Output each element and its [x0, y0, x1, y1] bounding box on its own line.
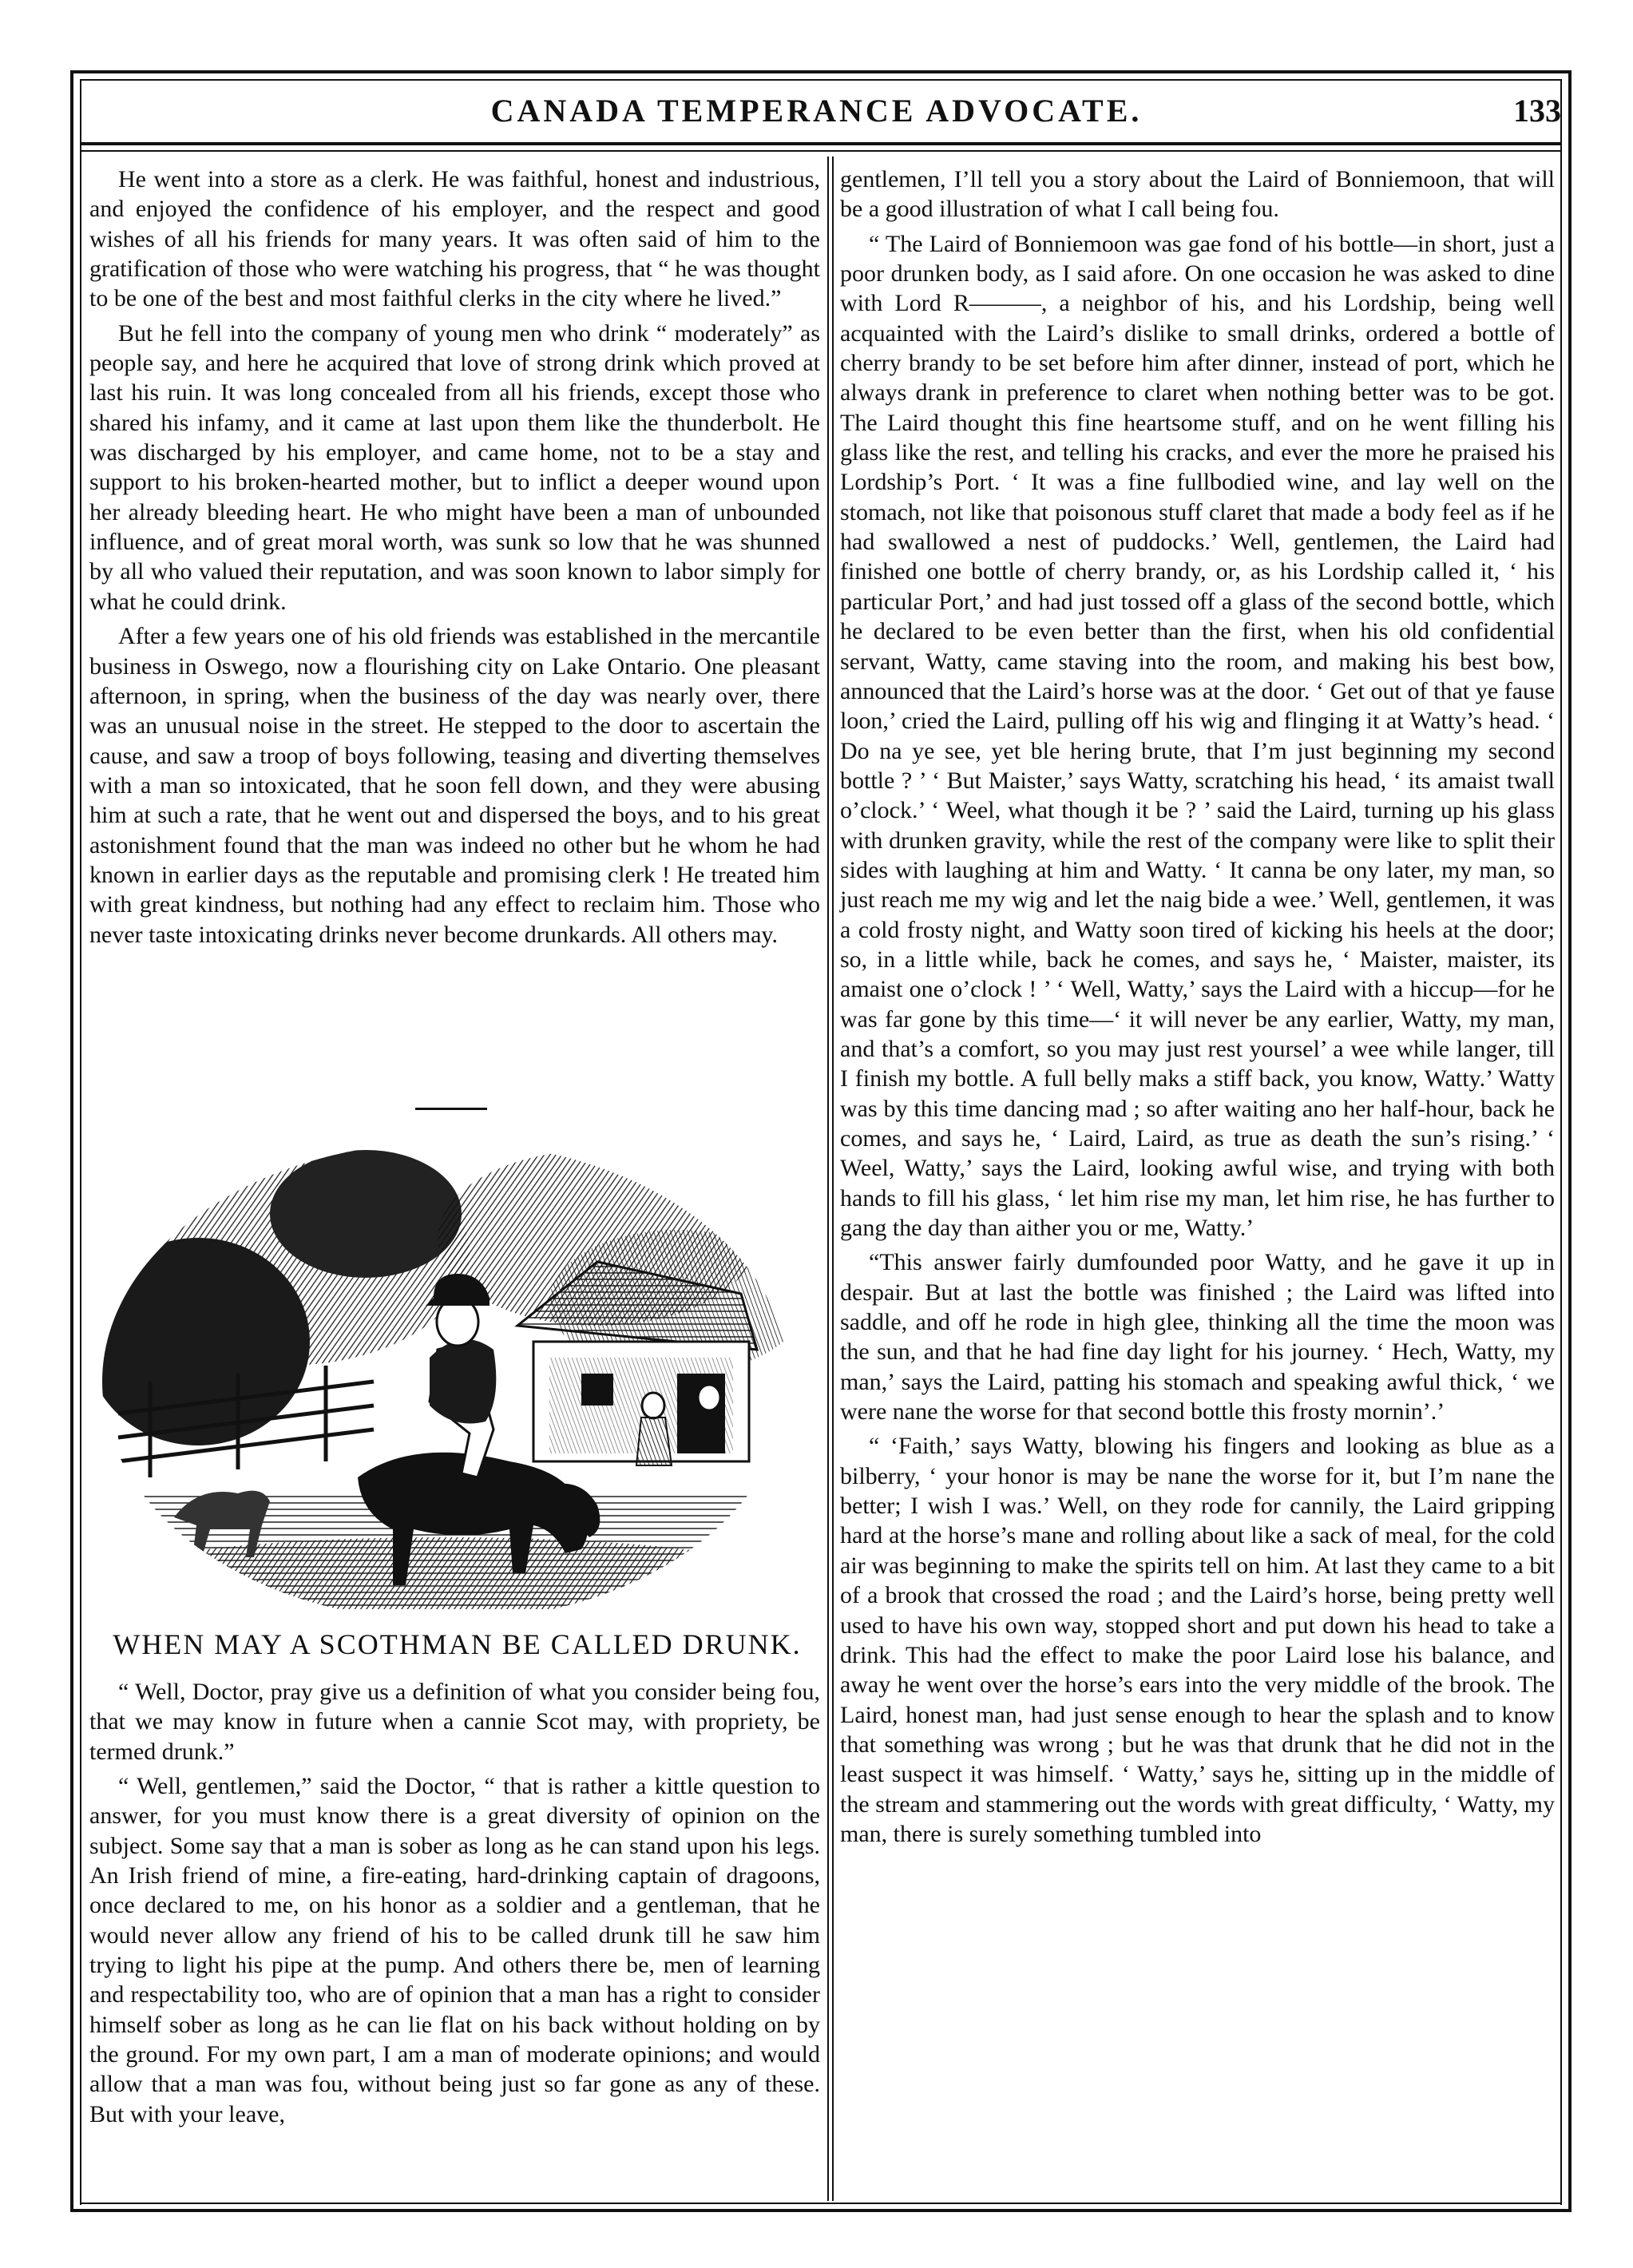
border-right-inner [1560, 79, 1562, 2205]
running-head: CANADA TEMPERANCE ADVOCATE. [490, 93, 1143, 129]
border-left-inner [80, 79, 81, 2205]
separator-rule [415, 1108, 487, 1110]
paragraph: “ The Laird of Bonniemoon was gae fond of his bottle—in short, just a poor drunken body, as I said afore. On one occasion he was asked to dine with Lord R———, a neighbor of his, and his Lordship, being well acquainted with the Laird’s dislike to small drinks, ordered a bottle of cherry brandy to be set before him after dinner, instead of port, which he always drank in preference to claret when nothing better was to be got. The Laird thought this fine heartsome stuff, and on he went filling his glass like the rest, and telling his cracks, and ever the more he praised his Lordship’s Port. ‘ It was a fine fullbodied wine, and lay well on the stomach, not like that poisonous stuff claret that made a body feel as if he had swallowed a nest of puddocks.’ Well, gentlemen, the Laird had finished one bottle of cherry brandy, or, as his Lordship called it, ‘ his particular Port,’ and had just tossed off a glass of the second bottle, which he declared to be even better than the first, when his old confidential servant, Watty, came staving into the room, and making his best bow, announced that the Laird’s horse was at the door. ‘ Get out of that ye fause loon,’ cried the Laird, pulling off his wig and flinging it at Watty’s head. ‘ Do na ye see, yet ble hering brute, that I’m just beginning my second bottle ? ’ ‘ But Maister,’ says Watty, scratching his head, ‘ its amaist twall o’clock.’ ‘ Weel, what though it be ? ’ said the Laird, turning up his glass with drunken gravity, while the rest of the company were like to split their sides with laughing at him and Watty. ‘ It canna be ony later, my man, so just reach me my wig and let the naig bide a wee.’ Well, gentlemen, it was a cold frosty night, and Watty soon tired of kicking his heels at the door; so, in a little while, back he comes, and says he, ‘ Maister, maister, its amaist one o’clock ! ’ ‘ Well, Watty,’ says the Laird with a hiccup—for he was far gone by this time—‘ it will never be any earlier, Watty, my man, and that’s a comfort, so you may just rest yoursel’ a wee while langer, till I finish my bottle. A full belly maks a stiff back, you know, Watty.’ Watty was by this time dancing mad ; so after waiting ano her half-hour, back he comes, and says he, ‘ Laird, Laird, as true as death the sun’s rising.’ ‘ Weel, Watty,’ says the Laird, looking awful wise, and trying with both hands to fill his glass, ‘ let him rise my man, let him rise, he has further to gang the day than aither you or me, Watty.’ [840, 230, 1555, 1242]
border-bottom-inner [80, 2203, 1562, 2204]
paragraph: But he fell into the company of young men who drink “ moderately” as people say, and here he acquired that love of strong drink which proved at last his ruin. It was long concealed from all his friends, except those who shared his infamy, and it came at last upon them like the thunderbolt. He was discharged by his employer, and came home, not to be a stay and support to his broken-hearted mother, but to inflict a deeper wound upon her already bleeding heart. He who might have been a man of unbounded influence, and of great moral worth, was sunk so low that he was shunned by all who valued their reputation, and was soon known to labor simply for what he could drink. [89, 319, 820, 615]
paragraph: “This answer fairly dumfounded poor Watty, and he gave it up in despair. But at last the bottle was finished ; the Laird was lifted into saddle, and off he rode in high glee, thinking all the time the moon was the sun, and that he had fine day light for his journey. ‘ Hech, Watty, my man,’ says the Laird, patting his stomach and speaking awful thick, ‘ we were nane the worse for that second bottle this frosty mornin’.’ [840, 1249, 1555, 1425]
paragraph: He went into a store as a clerk. He was faithful, honest and industrious, and enjoyed the confidence of his employer, and the respect and good wishes of all his friends for many years. It was often said of him to the gratification of those who were watching his progress, that “ he was thought to be one of the best and most faithful clerks in the city where he lived.” [89, 166, 820, 312]
paragraph: “ Well, gentlemen,” said the Doctor, “ that is rather a kittle question to answer, for you must know there is a great diversity of opinion on the subject. Some say that a man is sober as long as he can stand upon his legs. An Irish friend of mine, a fire-eating, hard-drinking captain of dragoons, once declared to me, on his honor as a soldier and a gentleman, that he would never allow any friend of his to be called drunk till he saw him trying to light his pipe at the pump. And others there be, men of learning and respectability too, who are of opinion that a man has a right to consider himself sober as long as he can lie flat on his back without holding on by the ground. For my own part, I am a man of moderate opinions; and would allow that a man was fou, without being just so far gone as any of these. But with your leave, [89, 1773, 820, 2127]
header-rule-thick [80, 142, 1562, 145]
paragraph: gentlemen, I’ll tell you a story about the Laird of Bonniemoon, that will be a good illustration of what I call being fou. [840, 166, 1555, 223]
woodcut-horseman-icon [102, 1142, 789, 1609]
border-top-inner [80, 79, 1562, 81]
column-divider-2 [832, 157, 834, 2201]
page-number: 133 [1513, 93, 1561, 129]
left-column-text [89, 165, 820, 954]
right-column-text [840, 165, 1555, 1854]
paragraph: “ ‘Faith,’ says Watty, blowing his fingers and looking as blue as a bilberry, ‘ your honor is may be nane the worse for it, but I’m nane the better; I wish I was.’ Well, on they rode for cannily, the Laird gripping hard at the horse’s mane and rolling about like a sack of meal, for the cold air was beginning to make the spirits tell on him. At last they came to a bit of a brook that crossed the road ; and the Laird’s horse, being pretty well used to have his own way, stopped short and put down his head to take a drink. This had the effect to make the poor Laird lose his balance, and away he went over the horse’s ears into the very middle of the brook. The Laird, honest man, had just sense enough to hear the splash and to know that something was wrong ; but he was that drunk that he did not in the least suspect it was himself. ‘ Watty,’ says he, sitting up in the middle of the stream and stammering out the words with great difficulty, ‘ Watty, my man, there is surely something tumbled into [840, 1433, 1555, 1847]
paragraph: “ Well, Doctor, pray give us a definition of what you consider being fou, that we may know in future when a cannie Scot may, with propriety, be termed drunk.” [89, 1679, 820, 1765]
border-right-outer [1568, 70, 1572, 2212]
border-left-outer [70, 70, 73, 2212]
column-divider [827, 157, 829, 2201]
border-bottom-outer [70, 2209, 1572, 2212]
border-top-outer [70, 70, 1572, 73]
paragraph: After a few years one of his old friends was established in the mercantile business in Oswego, now a flourishing city on Lake Ontario. One pleasant afternoon, in spring, when the business of the day was nearly over, there was an unusual noise in the street. He stepped to the door to ascertain the cause, and saw a troop of boys following, teasing and diverting themselves with a man so intoxicated, that he soon fell down, and they were abusing him at such a rate, that he went out and dispersed the boys, and to his great astonishment found that the man was indeed no other but he whom he had known in earlier days as the reputable and promising clerk ! He treated him with great kindness, but nothing had any effect to reclaim him. Those who never taste intoxicating drinks never become drunkards. All others may. [89, 623, 820, 948]
header-rule-thin [80, 150, 1562, 152]
section-title: WHEN MAY A SCOTHMAN BE CALLED DRUNK. [113, 1628, 802, 1660]
left-column-story-text [89, 1677, 820, 2134]
